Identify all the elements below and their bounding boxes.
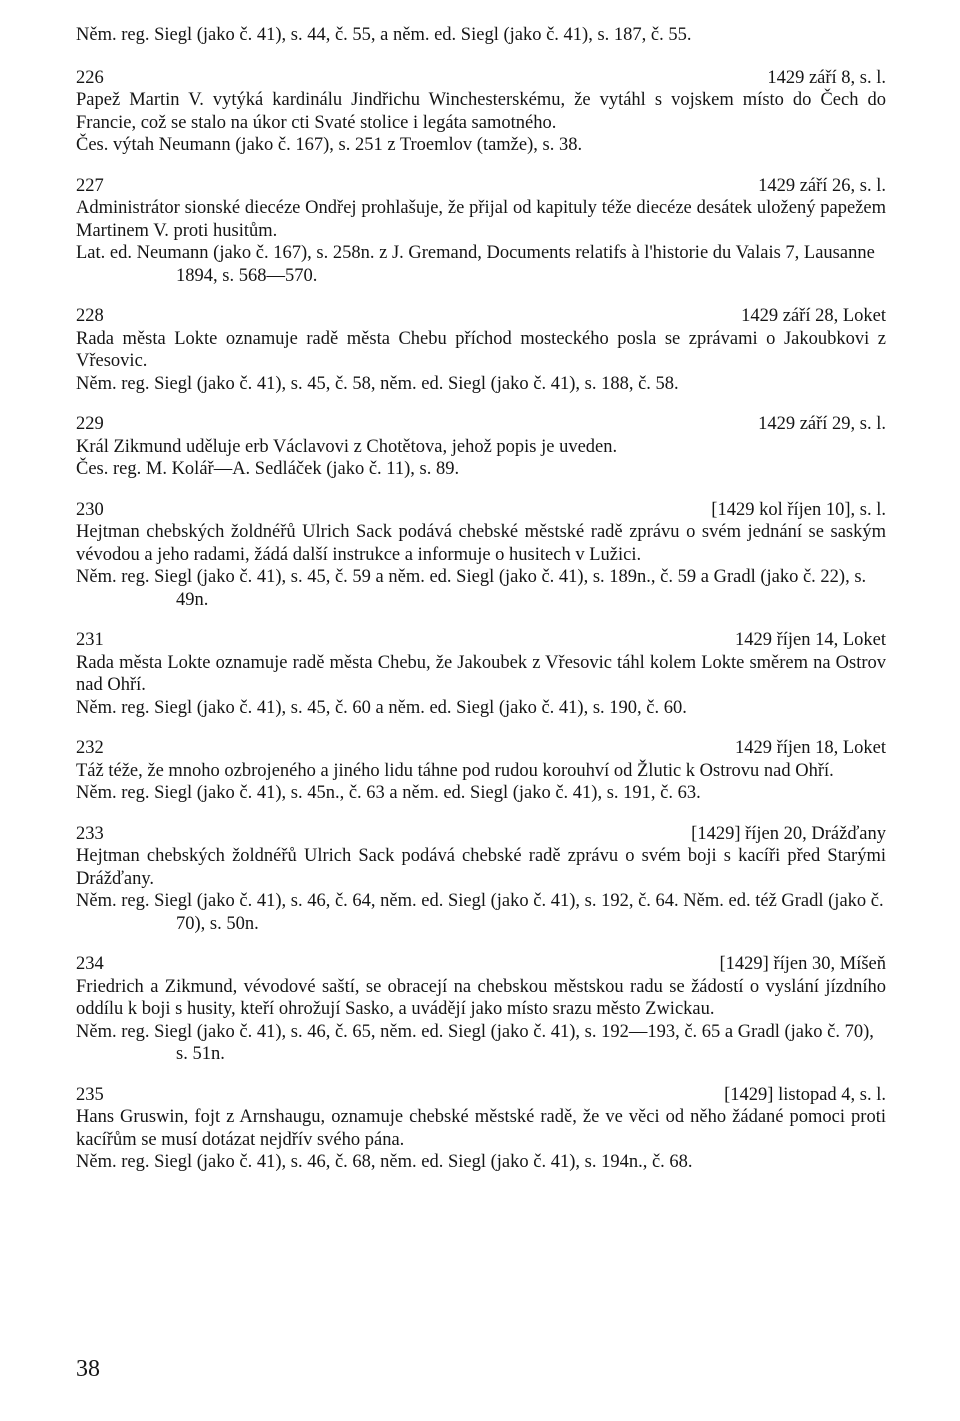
entry-header [76, 737, 886, 760]
entry-number: 233 [76, 823, 104, 844]
entry-header [76, 953, 886, 976]
regest-entry [76, 67, 886, 157]
regest-entry [76, 413, 886, 481]
entry-summary: Hejtman chebských žoldnéřů Ulrich Sack podává chebské městské radě zprávu o svém jednání se saským vévodou a jeho radami, žádá další instrukce a informuje o husitech v Lužici. [76, 522, 886, 565]
entry-date-place: 1429 září 8, s. l. [767, 67, 886, 88]
entry-header [76, 67, 886, 90]
regest-entry [76, 499, 886, 612]
entry-date-place: [1429] říjen 30, Míšeň [719, 954, 886, 974]
entry-reference: Čes. výtah Neumann (jako č. 167), s. 251 z Troemlov (tamže), s. 38. [76, 135, 583, 155]
entry-number: 229 [76, 414, 104, 434]
entry-reference: Něm. reg. Siegl (jako č. 41), s. 45, č. 59 a něm. ed. Siegl (jako č. 41), s. 189n., č. 59 a Gradl (jako č. 22), s. 49n. [76, 567, 867, 610]
entry-summary: Rada města Lokte oznamuje radě města Chebu, že Jakoubek z Vřesovic táhl kolem Lokte směrem na Ostrov nad Ohří. [76, 652, 886, 695]
entry-date-place: [1429] listopad 4, s. l. [724, 1084, 886, 1105]
entry-number: 231 [76, 630, 104, 650]
entry-summary: Administrátor sionské diecéze Ondřej prohlašuje, že přijal od kapituly téže diecéze desátek uložený papežem Martinem V. proti husitům. [76, 198, 886, 241]
regest-entry [76, 1084, 886, 1174]
entry-number: 228 [76, 306, 104, 326]
entry-summary: Friedrich a Zikmund, vévodové saští, se obracejí na chebskou městskou radu se žádostí o vyslání jízdního oddílu k boji s husity, kteří ohrožují Sasko, a uvádějí jako místo srazu město Zwickau. [76, 976, 886, 1019]
entry-header [76, 629, 886, 652]
entry-reference: Něm. reg. Siegl (jako č. 41), s. 46, č. 68, něm. ed. Siegl (jako č. 41), s. 194n., č. 68. [76, 1152, 693, 1172]
regest-entry [76, 629, 886, 719]
entry-reference: Čes. reg. M. Kolář—A. Sedláček (jako č. 11), s. 89. [76, 459, 460, 479]
entry-reference: Něm. reg. Siegl (jako č. 41), s. 45, č. 58, něm. ed. Siegl (jako č. 41), s. 188, č. 58. [76, 373, 679, 394]
entry-header [76, 823, 886, 846]
regest-entry [76, 823, 886, 936]
entry-summary: Hans Gruswin, fojt z Arnshaugu, oznamuje chebské městské radě, že ve věci od něho žádané pomoci proti kacířům se musí dotázat nejdřív svého pána. [76, 1107, 886, 1150]
entry-number: 232 [76, 738, 104, 758]
entry-reference: Něm. reg. Siegl (jako č. 41), s. 46, č. 64, něm. ed. Siegl (jako č. 41), s. 192, č. 64. Něm. ed. též Gradl (jako č. 70), s. 50n. [76, 891, 884, 934]
entry-date-place: [1429 kol říjen 10], s. l. [711, 499, 886, 520]
entry-number: 226 [76, 67, 104, 88]
entry-number: 230 [76, 499, 104, 520]
entry-header [76, 1084, 886, 1107]
entry-date-place: 1429 říjen 14, Loket [734, 630, 886, 650]
entry-header [76, 413, 886, 436]
entry-reference: Něm. reg. Siegl (jako č. 41), s. 46, č. 65, něm. ed. Siegl (jako č. 41), s. 192—193, č. 65 a Gradl (jako č. 70), s. 51n. [76, 1021, 874, 1064]
entry-summary: Hejtman chebských žoldnéřů Ulrich Sack podává chebské radě zprávu o svém boji s kacíři před Starými Drážďany. [76, 846, 886, 889]
entry-header [76, 175, 886, 198]
entry-summary: Král Zikmund uděluje erb Václavovi z Chotětova, jehož popis je uveden. [76, 436, 618, 457]
entry-date-place: 1429 září 26, s. l. [758, 175, 886, 196]
entry-number: 235 [76, 1084, 104, 1105]
entry-number: 227 [76, 175, 104, 196]
entry-header [76, 499, 886, 522]
entry-summary: Papež Martin V. vytýká kardinálu Jindřichu Winchesterskému, že vytáhl s vojskem místo do Čech do Francie, což se stalo na úkor cti Svaté stolice i legáta samotného. [76, 90, 886, 133]
entry-reference: Lat. ed. Neumann (jako č. 167), s. 258n. z J. Gremand, Documents relatifs à l'historie du Valais 7, Lausanne 1894, s. 568—570. [76, 243, 875, 286]
entry-date-place: 1429 říjen 18, Loket [734, 738, 886, 758]
entry-number: 234 [76, 954, 104, 974]
regest-entry [76, 175, 886, 288]
document-page [76, 24, 886, 1192]
regest-entry [76, 305, 886, 395]
entry-date-place: 1429 září 29, s. l. [758, 414, 886, 434]
continued-reference [76, 24, 886, 47]
entry-reference: Něm. reg. Siegl (jako č. 41), s. 45, č. 60 a něm. ed. Siegl (jako č. 41), s. 190, č. 60. [76, 697, 687, 718]
entry-date-place: [1429] říjen 20, Drážďany [691, 823, 886, 844]
entry-header [76, 305, 886, 328]
page-number: 38 [76, 1356, 100, 1382]
regest-list [76, 67, 886, 1174]
regest-entry [76, 953, 886, 1066]
reference-line: Něm. reg. Siegl (jako č. 41), s. 44, č. 55, a něm. ed. Siegl (jako č. 41), s. 187, č. 55. [76, 25, 692, 45]
entry-summary: Rada města Lokte oznamuje radě města Chebu příchod mosteckého posla se zprávami o Jakoubkovi z Vřesovic. [76, 328, 886, 371]
entry-summary: Táž téže, že mnoho ozbrojeného a jiného lidu táhne pod rudou korouhví od Žlutic k Ostrovu nad Ohří. [76, 760, 834, 781]
entry-reference: Něm. reg. Siegl (jako č. 41), s. 45n., č. 63 a něm. ed. Siegl (jako č. 41), s. 191, č. 63. [76, 783, 701, 803]
regest-entry [76, 737, 886, 805]
entry-date-place: 1429 září 28, Loket [741, 306, 886, 326]
